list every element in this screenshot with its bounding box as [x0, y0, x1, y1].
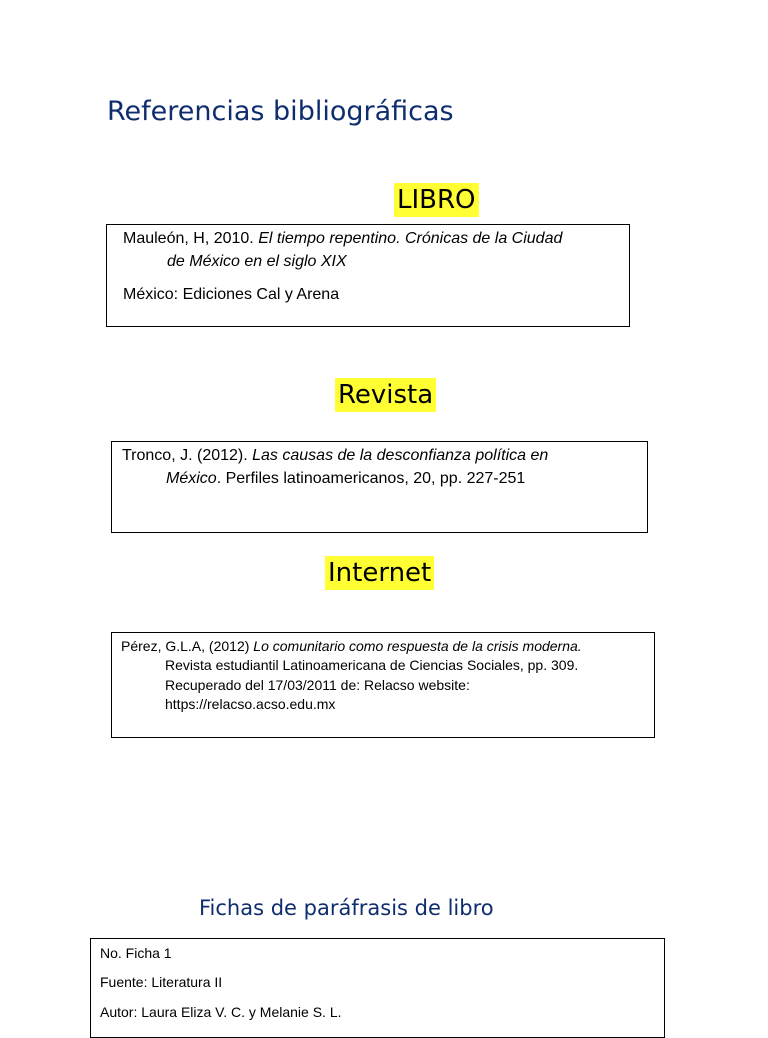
reference-line: [167, 253, 347, 271]
reference-title: Las causas de la desconfianza política en: [252, 447, 549, 464]
reference-box-internet: [111, 632, 655, 738]
reference-line: [122, 447, 548, 465]
reference-title-cont: de México en el siglo XIX: [167, 253, 347, 270]
reference-line: [121, 638, 582, 654]
reference-author: Tronco, J. (2012).: [122, 447, 253, 464]
page-title: Referencias bibliográficas: [107, 96, 454, 127]
section-label-libro: LIBRO: [394, 183, 479, 217]
reference-retrieved: Recuperado del 17/03/2011 de: Relacso website:: [165, 677, 470, 693]
reference-author: Pérez, G.L.A, (2012): [121, 638, 254, 654]
fichas-title: Fichas de paráfrasis de libro: [199, 896, 494, 920]
ficha-autor: Autor: Laura Eliza V. C. y Melanie S. L.: [100, 1004, 342, 1020]
ficha-card: [90, 938, 665, 1038]
ficha-fuente: Fuente: Literatura II: [100, 974, 223, 990]
reference-publisher: México: Ediciones Cal y Arena: [123, 286, 340, 303]
reference-line: [166, 470, 525, 488]
reference-box-revista: [111, 441, 648, 533]
reference-line: [123, 230, 562, 248]
reference-journal: . Perfiles latinoamericanos, 20, pp. 227-251: [216, 470, 526, 487]
reference-box-libro: [106, 224, 630, 327]
reference-title: Lo comunitario como respuesta de la crisis moderna.: [253, 638, 582, 654]
reference-title-cont: México: [166, 470, 217, 487]
reference-author: Mauleón, H, 2010.: [123, 230, 259, 247]
section-label-revista: Revista: [335, 378, 436, 412]
section-label-internet: Internet: [325, 556, 434, 590]
reference-title: El tiempo repentino. Crónicas de la Ciudad: [258, 230, 563, 247]
ficha-number: No. Ficha 1: [100, 945, 172, 961]
reference-url: https://relacso.acso.edu.mx: [165, 696, 336, 712]
reference-journal: Revista estudiantil Latinoamericana de Ciencias Sociales, pp. 309.: [165, 657, 579, 673]
